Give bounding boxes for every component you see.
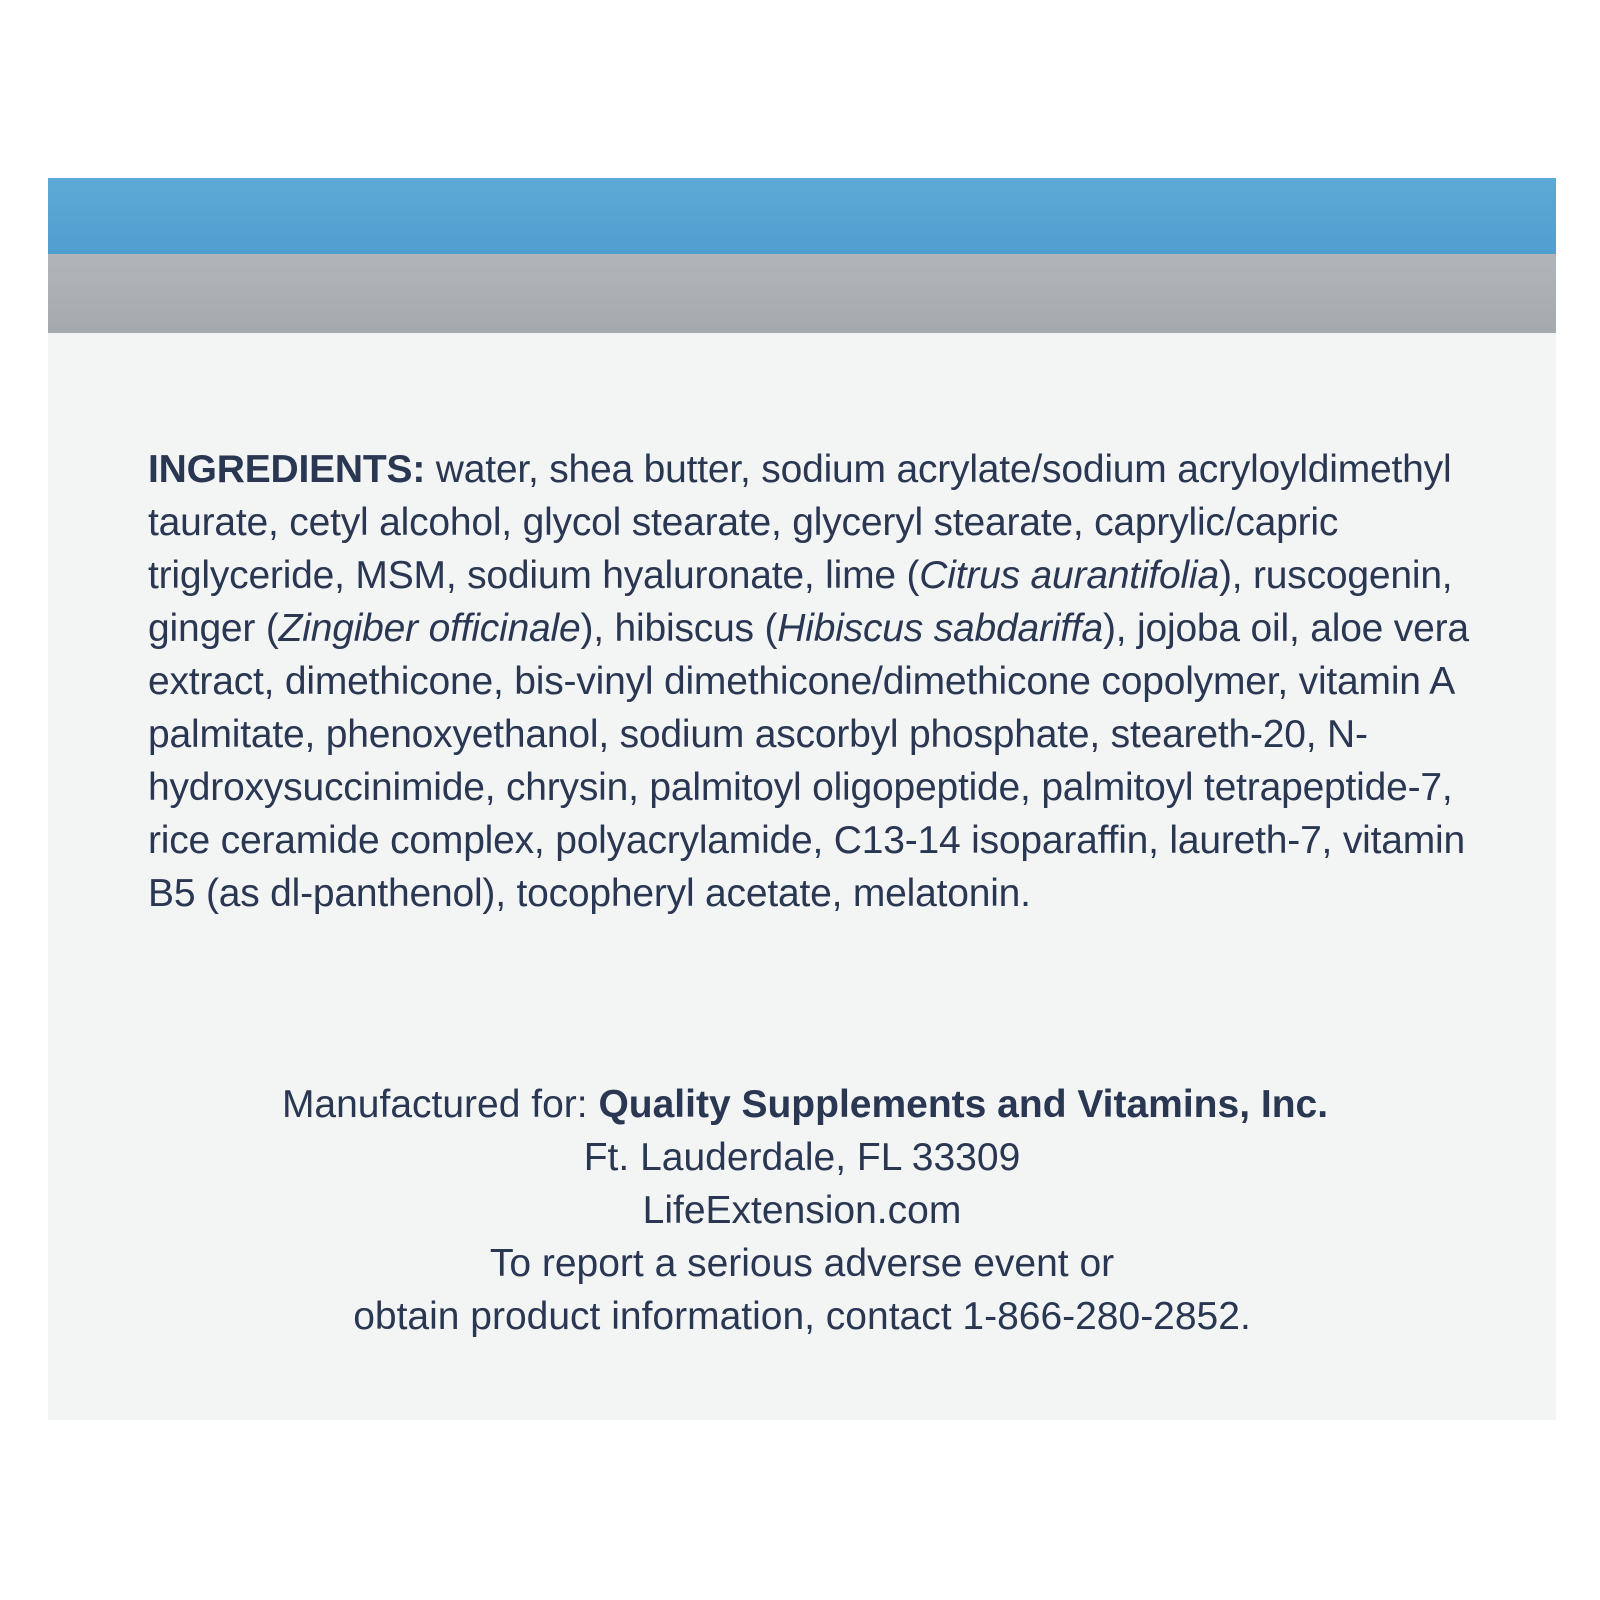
company-website: LifeExtension.com bbox=[642, 1189, 962, 1232]
ingredient-latin-lime: Citrus aurantifolia bbox=[919, 554, 1219, 597]
blue-header-band bbox=[48, 178, 1556, 254]
manufactured-for-line bbox=[51, 1078, 1556, 1131]
ingredients-heading: INGREDIENTS: bbox=[148, 448, 426, 491]
ingredient-latin-ginger: Zingiber officinale bbox=[278, 607, 581, 650]
manufacturer-info bbox=[48, 1078, 1556, 1343]
ingredient-latin-hibiscus: Hibiscus sabdariffa bbox=[777, 607, 1103, 650]
manufactured-for-label: Manufactured for: bbox=[281, 1083, 599, 1126]
gray-header-band bbox=[48, 254, 1556, 333]
ingredients-text: ), ruscogenin, ginger ( bbox=[148, 554, 1453, 650]
report-line-2: obtain product information, contact 1-866-280-2852. bbox=[353, 1295, 1251, 1338]
ingredients-text: water, shea butter, sodium acrylate/sodium acryloyldimethyl taurate, cetyl alcohol, glycol stearate, glyceryl stearate, caprylic/capric triglyceride, MSM, sodium hyaluronate, lime ( bbox=[148, 448, 1452, 597]
ingredients-paragraph bbox=[148, 443, 1488, 920]
ingredients-text: ), jojoba oil, aloe vera extract, dimethicone, bis-vinyl dimethicone/dimethicone copolymer, vitamin A palmitate, phenoxyethanol, sodium ascorbyl phosphate, steareth-20, N-hydroxysuccinimide, chrysin, palmitoyl oligopeptide, palmitoyl tetrapeptide-7, rice ceramide complex, polyacrylamide, C13-14 isoparaffin, laureth-7, vitamin B5 (as dl-panthenol), tocopheryl acetate, melatonin. bbox=[148, 607, 1469, 915]
company-name: Quality Supplements and Vitamins, Inc. bbox=[598, 1083, 1329, 1126]
report-line-1: To report a serious adverse event or bbox=[489, 1242, 1115, 1285]
product-label bbox=[48, 178, 1556, 1420]
company-address: Ft. Lauderdale, FL 33309 bbox=[583, 1136, 1021, 1179]
ingredients-text: ), hibiscus ( bbox=[580, 607, 778, 650]
